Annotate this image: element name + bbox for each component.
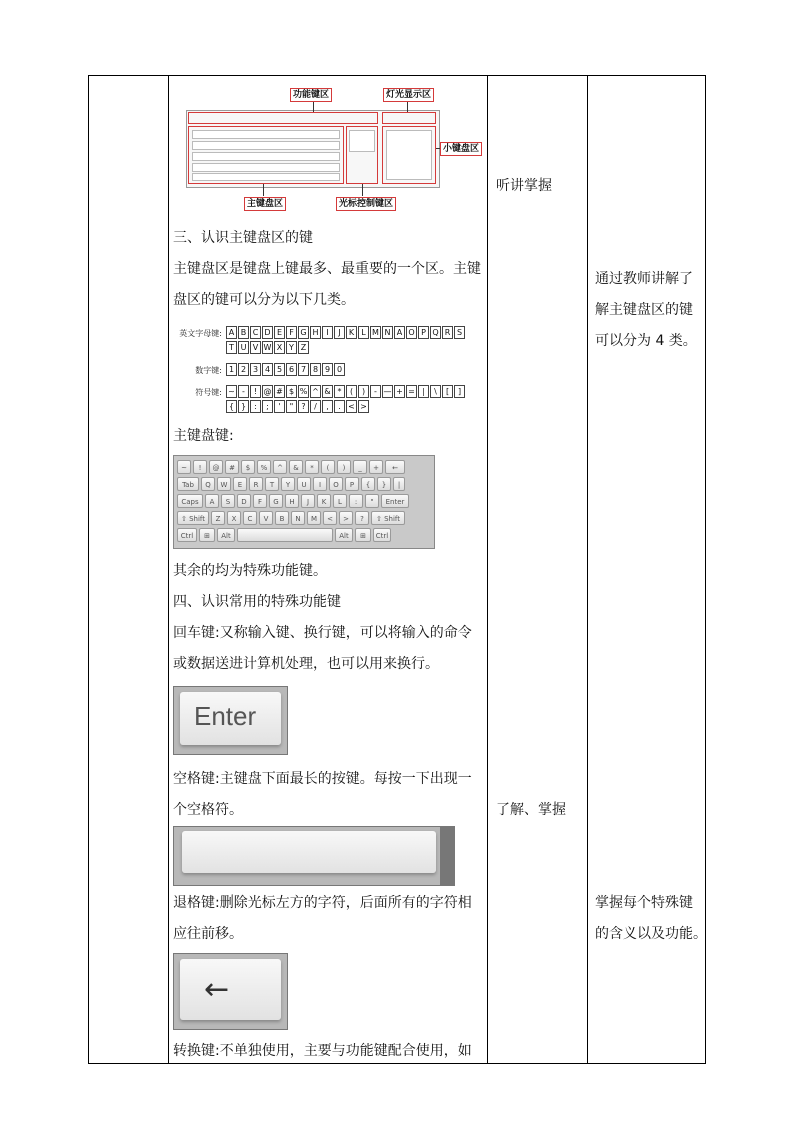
letter-key: S <box>454 326 465 339</box>
keyboard-key: S <box>221 494 235 508</box>
symbol-keys <box>226 385 471 415</box>
letter-key: Z <box>298 341 309 354</box>
letter-key: P <box>418 326 429 339</box>
keyboard-key: ⊞ <box>199 528 215 542</box>
keyboard-key: $ <box>241 460 255 474</box>
keyboard-row <box>177 528 393 542</box>
keyboard-key: Tab <box>177 477 199 491</box>
digit-key: 9 <box>322 363 333 376</box>
keyboard-key: Alt <box>217 528 235 542</box>
symbol-key: . <box>334 400 345 413</box>
letter-key: U <box>238 341 249 354</box>
keyboard-key: : <box>349 494 363 508</box>
key-row <box>192 130 340 139</box>
keyboard-key: + <box>369 460 383 474</box>
function-zone-label: 功能键区 <box>290 88 332 102</box>
space-desc-line2: 个空格符。 <box>173 802 243 818</box>
symbol-key: : <box>250 400 261 413</box>
symbol-key: @ <box>263 387 272 396</box>
keyboard-key: Ctrl <box>177 528 197 542</box>
backspace-key-photo <box>173 953 288 1030</box>
section-heading-3: 三、认识主键盘区的键 <box>173 230 313 246</box>
main-zone-desc-line1: 主键盘区是键盘上键最多、最重要的一个区。主键 <box>173 261 481 277</box>
symbol-key: ( <box>346 385 357 398</box>
letter-keys <box>226 326 471 356</box>
symbol-key: " <box>286 400 297 413</box>
keyboard-key: < <box>323 511 337 525</box>
symbol-key: - <box>370 385 381 398</box>
keyboard-key: _ <box>353 460 367 474</box>
letter-key: X <box>274 341 285 354</box>
left-arrow-icon: ← <box>204 972 230 1007</box>
keyboard-key: Alt <box>335 528 353 542</box>
enter-desc-line1: 回车键:又称输入键、换行键，可以将输入的命令 <box>173 625 472 641</box>
symbol-key: ? <box>298 400 309 413</box>
keyboard-key: # <box>225 460 239 474</box>
keyboard-key: O <box>329 477 343 491</box>
symbol-key: # <box>274 385 285 398</box>
letter-key: A <box>226 326 237 339</box>
letter-key: R <box>442 326 453 339</box>
letter-key: T <box>226 341 237 354</box>
symbol-key: ; <box>262 400 273 413</box>
space-desc-line1: 空格键:主键盘下面最长的按键。每按一下出现一 <box>173 771 472 787</box>
symbol-key: \ <box>430 385 441 398</box>
enter-desc-line2: 或数据送进计算机处理，也可以用来换行。 <box>173 656 439 672</box>
keyboard-key: L <box>333 494 347 508</box>
keyboard-key: E <box>233 477 247 491</box>
column-divider <box>168 76 169 1063</box>
numpad-keys <box>386 130 432 180</box>
keyboard-key: Q <box>201 477 215 491</box>
keyboard-key: X <box>227 511 241 525</box>
digit-keys <box>226 363 471 378</box>
column-divider <box>587 76 588 1063</box>
main-keyboard-photo <box>173 455 435 549</box>
purpose-2-line1: 掌握每个特殊键 <box>595 895 693 911</box>
cursor-keys <box>349 130 375 152</box>
digit-key: 3 <box>250 363 261 376</box>
purpose-1-line3: 可以分为 4 类。 <box>595 333 697 349</box>
keyboard-key: U <box>297 477 311 491</box>
letter-key: V <box>250 341 261 354</box>
symbol-key: & <box>322 385 333 398</box>
digit-key: 2 <box>238 363 249 376</box>
symbol-key: ^ <box>310 385 321 398</box>
symbol-key: ! <box>250 385 261 398</box>
symbols-label: 符号键: <box>195 388 222 397</box>
keyboard-key: D <box>237 494 251 508</box>
purpose-2-line2: 的含义以及功能。 <box>595 926 707 942</box>
keyboard-key: N <box>291 511 305 525</box>
symbol-key: { <box>226 400 237 413</box>
enter-key-photo <box>173 686 288 755</box>
student-activity-2: 了解、掌握 <box>496 802 566 818</box>
key-row <box>192 173 340 181</box>
keyboard-key: } <box>377 477 391 491</box>
keyboard-key: ⊞ <box>355 528 371 542</box>
keyboard-key: V <box>259 511 273 525</box>
symbol-key: $ <box>286 385 297 398</box>
keyboard-key: Enter <box>381 494 409 508</box>
leader-line <box>313 101 314 112</box>
letter-key: I <box>322 326 333 339</box>
symbol-key: | <box>418 385 429 398</box>
letter-key: H <box>310 326 321 339</box>
keyboard-row <box>177 460 407 474</box>
symbol-key: < <box>346 400 357 413</box>
keyboard-key: R <box>249 477 263 491</box>
keyboard-key: ⇧ Shift <box>177 511 209 525</box>
shift-desc-line: 转换键:不单独使用，主要与功能键配合使用，如 <box>173 1043 472 1059</box>
keyboard-key: Ctrl <box>373 528 391 542</box>
main-zone-label: 主键盘区 <box>244 197 286 211</box>
keyboard-key: M <box>307 511 321 525</box>
keyboard-key: * <box>305 460 319 474</box>
keyboard-key: > <box>339 511 353 525</box>
letter-key: C <box>250 326 261 339</box>
symbol-key: } <box>238 400 249 413</box>
symbol-key: = <box>406 385 417 398</box>
symbol-key: [ <box>442 385 453 398</box>
lights-zone-label: 灯光显示区 <box>383 88 434 102</box>
numpad-zone-label: 小键盘区 <box>440 142 482 156</box>
keyboard-key: ^ <box>273 460 287 474</box>
space-key-photo <box>173 826 455 886</box>
keyboard-key: % <box>257 460 271 474</box>
function-zone-box <box>188 112 378 124</box>
keyboard-row <box>177 494 411 508</box>
purpose-1-line2: 解主键盘区的键 <box>595 302 693 318</box>
keyboard-key: F <box>253 494 267 508</box>
symbol-key: , <box>322 400 333 413</box>
keyboard-key: ? <box>355 511 369 525</box>
section-heading-4: 四、认识常用的特殊功能键 <box>173 594 341 610</box>
keyboard-key: W <box>217 477 231 491</box>
column-divider <box>487 76 488 1063</box>
letter-key: D <box>262 326 273 339</box>
key-row <box>192 163 340 172</box>
letter-key: G <box>298 326 309 339</box>
keyboard-key: ! <box>193 460 207 474</box>
digits-label: 数字键: <box>195 366 222 375</box>
keyboard-key: K <box>317 494 331 508</box>
digit-key: 7 <box>298 363 309 376</box>
keyboard-key: Z <box>211 511 225 525</box>
leader-line <box>362 184 363 196</box>
symbol-key: > <box>358 400 369 413</box>
letter-key: K <box>346 326 357 339</box>
symbol-key: — <box>383 387 392 396</box>
student-activity-1: 听讲掌握 <box>496 178 552 194</box>
backspace-desc-line2: 应往前移。 <box>173 926 243 942</box>
keyboard-key: ~ <box>177 460 191 474</box>
symbol-key: ' <box>274 400 285 413</box>
rest-special-text: 其余的均为特殊功能键。 <box>173 563 327 579</box>
digit-key: 6 <box>286 363 297 376</box>
keyboard-key: P <box>345 477 359 491</box>
keyboard-row <box>177 511 407 525</box>
digit-key: 0 <box>334 363 345 376</box>
letter-key: N <box>382 326 393 339</box>
digit-key: 1 <box>226 363 237 376</box>
symbol-key: * <box>334 385 345 398</box>
keyboard-key: | <box>393 477 405 491</box>
keyboard-key: ( <box>321 460 335 474</box>
keyboard-key: @ <box>209 460 223 474</box>
keyboard-key: J <box>301 494 315 508</box>
letter-key: L <box>358 326 369 339</box>
leader-line <box>407 101 408 112</box>
keyboard-key: { <box>361 477 375 491</box>
digit-key: 8 <box>310 363 321 376</box>
keyboard-key: ⇧ Shift <box>371 511 405 525</box>
letter-key: B <box>238 326 249 339</box>
letter-key: A <box>394 326 405 339</box>
symbol-key: - <box>238 385 249 398</box>
keyboard-key: T <box>265 477 279 491</box>
symbol-key: ) <box>358 385 369 398</box>
symbol-key: ] <box>454 385 465 398</box>
leader-line <box>263 184 264 196</box>
keyboard-key: G <box>269 494 283 508</box>
letter-key: M <box>370 326 381 339</box>
main-keys-label: 主键盘键: <box>173 428 234 444</box>
letter-key: F <box>286 326 297 339</box>
purpose-1-line1: 通过教师讲解了 <box>595 271 693 287</box>
keyboard-key: C <box>243 511 257 525</box>
backspace-desc-line1: 退格键:删除光标左方的字符，后面所有的字符相 <box>173 895 472 911</box>
keyboard-key: H <box>285 494 299 508</box>
symbol-key: % <box>299 387 308 396</box>
letter-key: J <box>334 326 345 339</box>
letter-key: W <box>263 343 272 352</box>
spacebar-key <box>237 528 333 542</box>
keyboard-row <box>177 477 407 491</box>
digit-key: 5 <box>274 363 285 376</box>
keyboard-key: B <box>275 511 289 525</box>
cursor-zone-label: 光标控制键区 <box>336 197 396 211</box>
keyboard-key: I <box>313 477 327 491</box>
letter-key: E <box>274 326 285 339</box>
keyboard-key: A <box>205 494 219 508</box>
letters-label: 英文字母键: <box>179 329 222 338</box>
keyboard-key: & <box>289 460 303 474</box>
lights-zone-box <box>382 112 436 124</box>
keyboard-key: ← <box>385 460 405 474</box>
symbol-key: + <box>394 385 405 398</box>
keyboard-key: Caps <box>177 494 203 508</box>
key-row <box>192 152 340 161</box>
symbol-key: / <box>310 400 321 413</box>
letter-key: Q <box>430 326 441 339</box>
letter-key: O <box>406 326 417 339</box>
main-zone-desc-line2: 盘区的键可以分为以下几类。 <box>173 292 355 308</box>
keyboard-key: " <box>365 494 379 508</box>
digit-key: 4 <box>262 363 273 376</box>
enter-key-label: Enter <box>194 701 257 731</box>
keyboard-key: ) <box>337 460 351 474</box>
key-row <box>192 141 340 150</box>
symbol-key: ~ <box>226 385 237 398</box>
keyboard-key: Y <box>281 477 295 491</box>
letter-key: Y <box>286 341 297 354</box>
